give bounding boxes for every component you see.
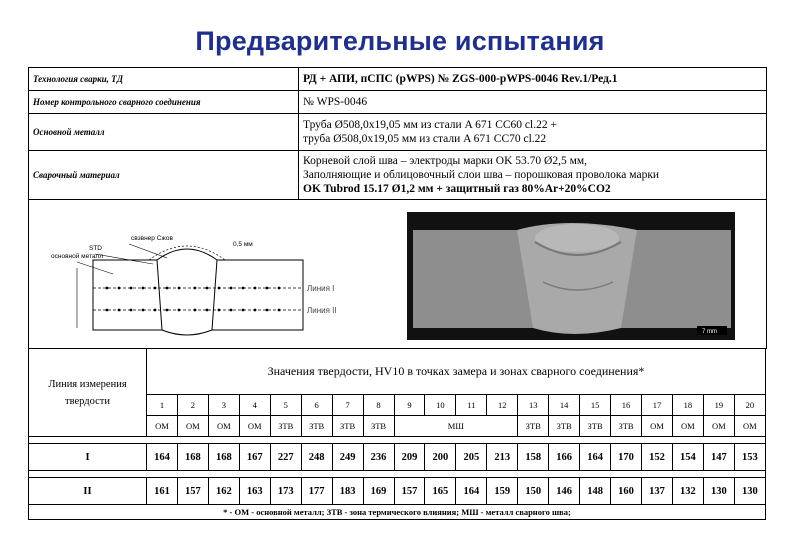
weld-sketch: [37, 218, 337, 338]
hardness-value: 168: [177, 444, 208, 471]
info-line: Корневой слой шва – электроды марки OK 53.70 Ø2,5 мм,: [303, 155, 588, 167]
info-line: труба Ø508,0х19,05 мм из стали A 671 CC70 cl.22: [303, 133, 547, 145]
hardness-row-line-ii: [29, 478, 766, 505]
hardness-value: 161: [147, 478, 178, 505]
zone-label: ОМ: [734, 416, 765, 437]
hardness-value: 173: [270, 478, 301, 505]
hardness-table: [28, 348, 766, 505]
hardness-value: 177: [301, 478, 332, 505]
hardness-row-line-i: [29, 444, 766, 471]
info-row-joint-number: [29, 91, 767, 114]
zone-label: ЗТВ: [363, 416, 394, 437]
hardness-value: 130: [734, 478, 765, 505]
line-name: II: [29, 478, 147, 505]
point-number: 2: [177, 395, 208, 416]
sketch-label-line-i: Линия I: [307, 284, 335, 293]
hardness-value: 147: [703, 444, 734, 471]
point-number: 19: [703, 395, 734, 416]
point-number: 4: [239, 395, 270, 416]
point-number: 11: [456, 395, 487, 416]
hardness-value: 162: [208, 478, 239, 505]
info-value: № WPS-0046: [299, 91, 767, 114]
hardness-value: 183: [332, 478, 363, 505]
sketch-label-base-metal: основной металл: [51, 253, 104, 260]
hardness-value: 164: [456, 478, 487, 505]
zone-label: ЗТВ: [580, 416, 611, 437]
hardness-value: 153: [734, 444, 765, 471]
point-number: 13: [518, 395, 549, 416]
point-number: 20: [734, 395, 765, 416]
info-value: [299, 151, 767, 200]
hardness-value: 213: [487, 444, 518, 471]
point-number: 5: [270, 395, 301, 416]
info-line: Труба Ø508,0х19,05 мм из стали A 671 CC60 cl.22 +: [303, 119, 557, 131]
point-number: 18: [672, 395, 703, 416]
hardness-value: 169: [363, 478, 394, 505]
zone-label: ОМ: [672, 416, 703, 437]
zone-label: ОМ: [642, 416, 673, 437]
zone-label: МШ: [394, 416, 518, 437]
report-sheet: [28, 67, 766, 517]
hardness-value: 205: [456, 444, 487, 471]
info-label: Номер контрольного сварного соединения: [29, 91, 299, 114]
photo-scale-label: 7 mm: [702, 329, 717, 335]
zone-label: ОМ: [703, 416, 734, 437]
point-number: 14: [549, 395, 580, 416]
page-title: Предварительные испытания: [195, 26, 605, 56]
point-number: 7: [332, 395, 363, 416]
hardness-value: 158: [518, 444, 549, 471]
hardness-value: 130: [703, 478, 734, 505]
sketch-label-line-ii: Линия II: [307, 306, 337, 315]
info-label: Технология сварки, ТД: [29, 68, 299, 91]
sketch-label-std: STD: [89, 245, 102, 252]
sketch-label-dimension: 0,5 мм: [233, 241, 253, 248]
info-label: Основной металл: [29, 114, 299, 151]
hardness-value: 165: [425, 478, 456, 505]
point-number: 12: [487, 395, 518, 416]
hardness-value: 164: [580, 444, 611, 471]
hardness-value: 200: [425, 444, 456, 471]
point-number: 16: [611, 395, 642, 416]
hardness-value: 132: [672, 478, 703, 505]
separator-row: [29, 471, 766, 478]
separator-row: [29, 437, 766, 444]
zone-label: ЗТВ: [549, 416, 580, 437]
hardness-caption: Значения твердости, HV10 в точках замера и зонах сварного соединения*: [147, 349, 766, 395]
zone-label: ЗТВ: [301, 416, 332, 437]
info-row-base-metal: [29, 114, 767, 151]
info-row-technology: [29, 68, 767, 91]
hardness-value: 157: [394, 478, 425, 505]
hardness-value: 137: [642, 478, 673, 505]
hardness-value: 148: [580, 478, 611, 505]
hardness-value: 170: [611, 444, 642, 471]
line-name: I: [29, 444, 147, 471]
point-number: 17: [642, 395, 673, 416]
zone-label: ЗТВ: [611, 416, 642, 437]
zone-label: ОМ: [239, 416, 270, 437]
point-number: 15: [580, 395, 611, 416]
weld-bead: [157, 249, 217, 335]
hardness-value: 236: [363, 444, 394, 471]
sketch-label-zones: свзвнер Сжов: [131, 235, 173, 242]
hardness-value: 150: [518, 478, 549, 505]
line-column-header: Линия измерения твердости: [29, 349, 147, 437]
point-number: 1: [147, 395, 178, 416]
hardness-value: 166: [549, 444, 580, 471]
info-label: Сварочный материал: [29, 151, 299, 200]
info-value: РД + АПИ, пСПС (pWPS) № ZGS-000-pWPS-0046 Rev.1/Ред.1: [299, 68, 767, 91]
point-number: 3: [208, 395, 239, 416]
point-number: 10: [425, 395, 456, 416]
zone-label: ЗТВ: [332, 416, 363, 437]
info-line: OK Tubrod 15.17 Ø1,2 мм + защитный газ 80%Ar+20%CO2: [303, 183, 611, 195]
zone-label: ЗТВ: [518, 416, 549, 437]
figure-row: [29, 200, 767, 349]
hardness-value: 163: [239, 478, 270, 505]
info-table: [28, 67, 767, 349]
zone-label: ОМ: [177, 416, 208, 437]
macrosection-photo: [407, 212, 735, 340]
figure-cell: [29, 200, 767, 349]
hardness-value: 227: [270, 444, 301, 471]
hardness-header-row: [29, 349, 766, 395]
info-row-filler: [29, 151, 767, 200]
hardness-value: 160: [611, 478, 642, 505]
point-number: 6: [301, 395, 332, 416]
hardness-value: 248: [301, 444, 332, 471]
zone-label: ЗТВ: [270, 416, 301, 437]
hardness-value: 164: [147, 444, 178, 471]
point-number: 8: [363, 395, 394, 416]
info-value: [299, 114, 767, 151]
hardness-value: 167: [239, 444, 270, 471]
footnote: * - ОМ - основной металл; ЗТВ - зона термического влияния; МШ - металл сварного шва;: [28, 505, 766, 520]
hardness-value: 146: [549, 478, 580, 505]
hardness-value: 159: [487, 478, 518, 505]
info-line: Заполняющие и облицовочный слои шва – порошковая проволока марки: [303, 169, 660, 181]
hardness-value: 152: [642, 444, 673, 471]
hardness-value: 209: [394, 444, 425, 471]
hardness-value: 249: [332, 444, 363, 471]
point-number: 9: [394, 395, 425, 416]
zone-label: ОМ: [147, 416, 178, 437]
hardness-value: 157: [177, 478, 208, 505]
hardness-value: 168: [208, 444, 239, 471]
hardness-value: 154: [672, 444, 703, 471]
zone-label: ОМ: [208, 416, 239, 437]
